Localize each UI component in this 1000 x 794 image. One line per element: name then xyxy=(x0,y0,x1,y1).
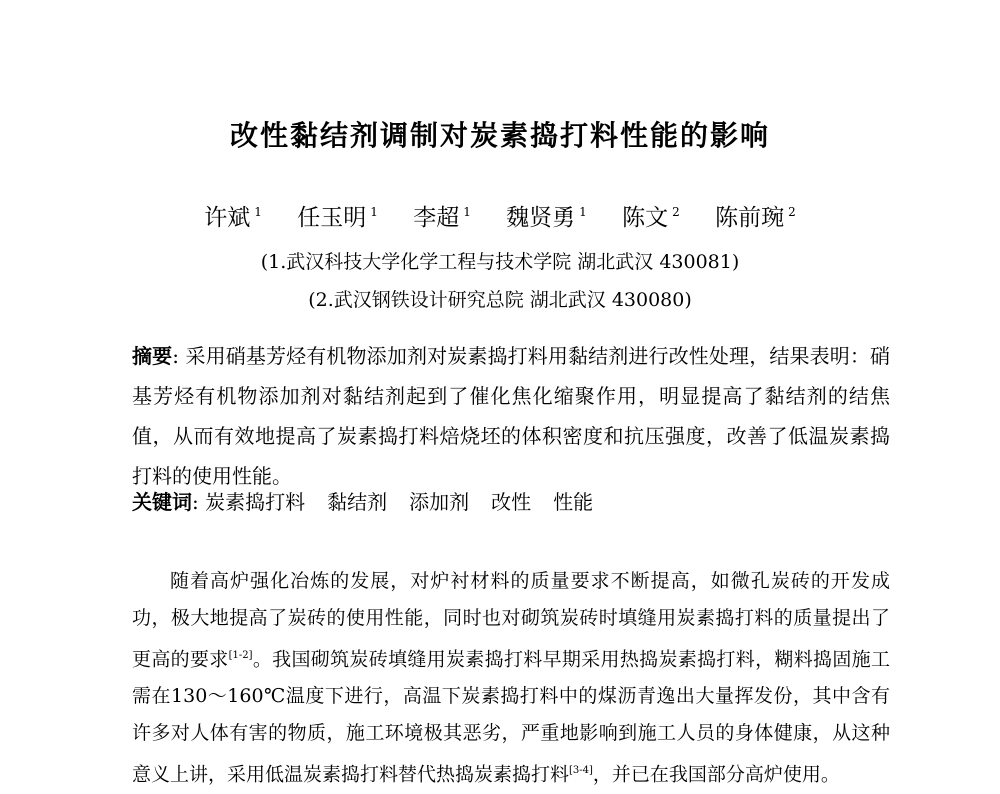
author-name: 魏贤勇 xyxy=(506,205,576,231)
keywords-colon: : xyxy=(192,490,206,514)
keywords-label: 关键词 xyxy=(132,490,192,514)
author xyxy=(297,199,378,232)
paper-title: 改性黏结剂调制对炭素捣打料性能的影响 xyxy=(229,119,770,152)
author-name: 任玉明 xyxy=(297,205,367,231)
author-affiliation-mark: 2 xyxy=(672,205,680,220)
author-affiliation-mark: 1 xyxy=(463,205,471,220)
keyword: 改性 xyxy=(491,490,532,514)
author-name: 李超 xyxy=(413,205,460,231)
citation-ref: [3-4] xyxy=(569,765,593,777)
author xyxy=(204,199,262,232)
keyword: 性能 xyxy=(553,490,594,514)
author xyxy=(413,199,471,232)
author xyxy=(506,199,587,232)
author-affiliation-mark: 1 xyxy=(370,205,378,220)
author xyxy=(715,199,796,232)
keywords xyxy=(132,484,890,520)
body-paragraph xyxy=(132,563,890,794)
keyword: 添加剂 xyxy=(409,490,470,514)
author-affiliation-mark: 2 xyxy=(788,205,796,220)
affiliation-2: (2.武汉钢铁设计研究总院 湖北武汉 430080) xyxy=(308,289,692,311)
keyword: 黏结剂 xyxy=(327,490,388,514)
body-text: 随着高炉强化冶炼的发展，对炉衬材料的质量要求不断提高，如微孔炭砖的开发成功，极大地提高了炭砖的使用性能，同时也对砌筑炭砖时填缝用炭素捣打料的质量提出了更高的要求 xyxy=(132,570,890,671)
author-affiliation-mark: 1 xyxy=(254,205,262,220)
abstract-text: : 采用硝基芳烃有机物添加剂对炭素捣打料用黏结剂进行改性处理，结果表明：硝基芳烃有机物添加剂对黏结剂起到了催化焦化缩聚作用，明显提高了黏结剂的结焦值，从而有效地提高了炭素捣打料焙烧坯的体积密度和抗压强度，改善了低温炭素捣打料的使用性能。 xyxy=(132,344,890,488)
author-affiliation-mark: 1 xyxy=(579,205,587,220)
body-text: 从这种意义上讲，采用低温炭素捣打料替代热捣炭素捣打料 xyxy=(132,722,890,786)
abstract xyxy=(132,336,890,496)
affiliation-1: (1.武汉科技大学化学工程与技术学院 湖北武汉 430081) xyxy=(260,251,740,273)
author-name: 陈前琬 xyxy=(715,205,785,231)
body-text: 。我国砌筑炭砖填缝用炭素捣打料早期采用热捣炭素捣打料，糊料捣固施工需在130～160℃温度下进行，高温下炭素捣打料中的煤沥青逸出大量挥发份，其中含有许多对人体有害的物质，施工环境极其恶劣，严重地影响到施工人员的身体健康， xyxy=(132,648,890,745)
keyword: 炭素捣打料 xyxy=(205,490,306,514)
citation-ref: [1-2] xyxy=(228,650,253,661)
author xyxy=(622,199,680,232)
author-name: 许斌 xyxy=(204,205,251,231)
abstract-label: 摘要 xyxy=(132,344,173,368)
body-text: ，并已在我国部分高炉使用。 xyxy=(592,763,840,786)
author-name: 陈文 xyxy=(622,205,669,231)
author-list xyxy=(0,199,1000,232)
